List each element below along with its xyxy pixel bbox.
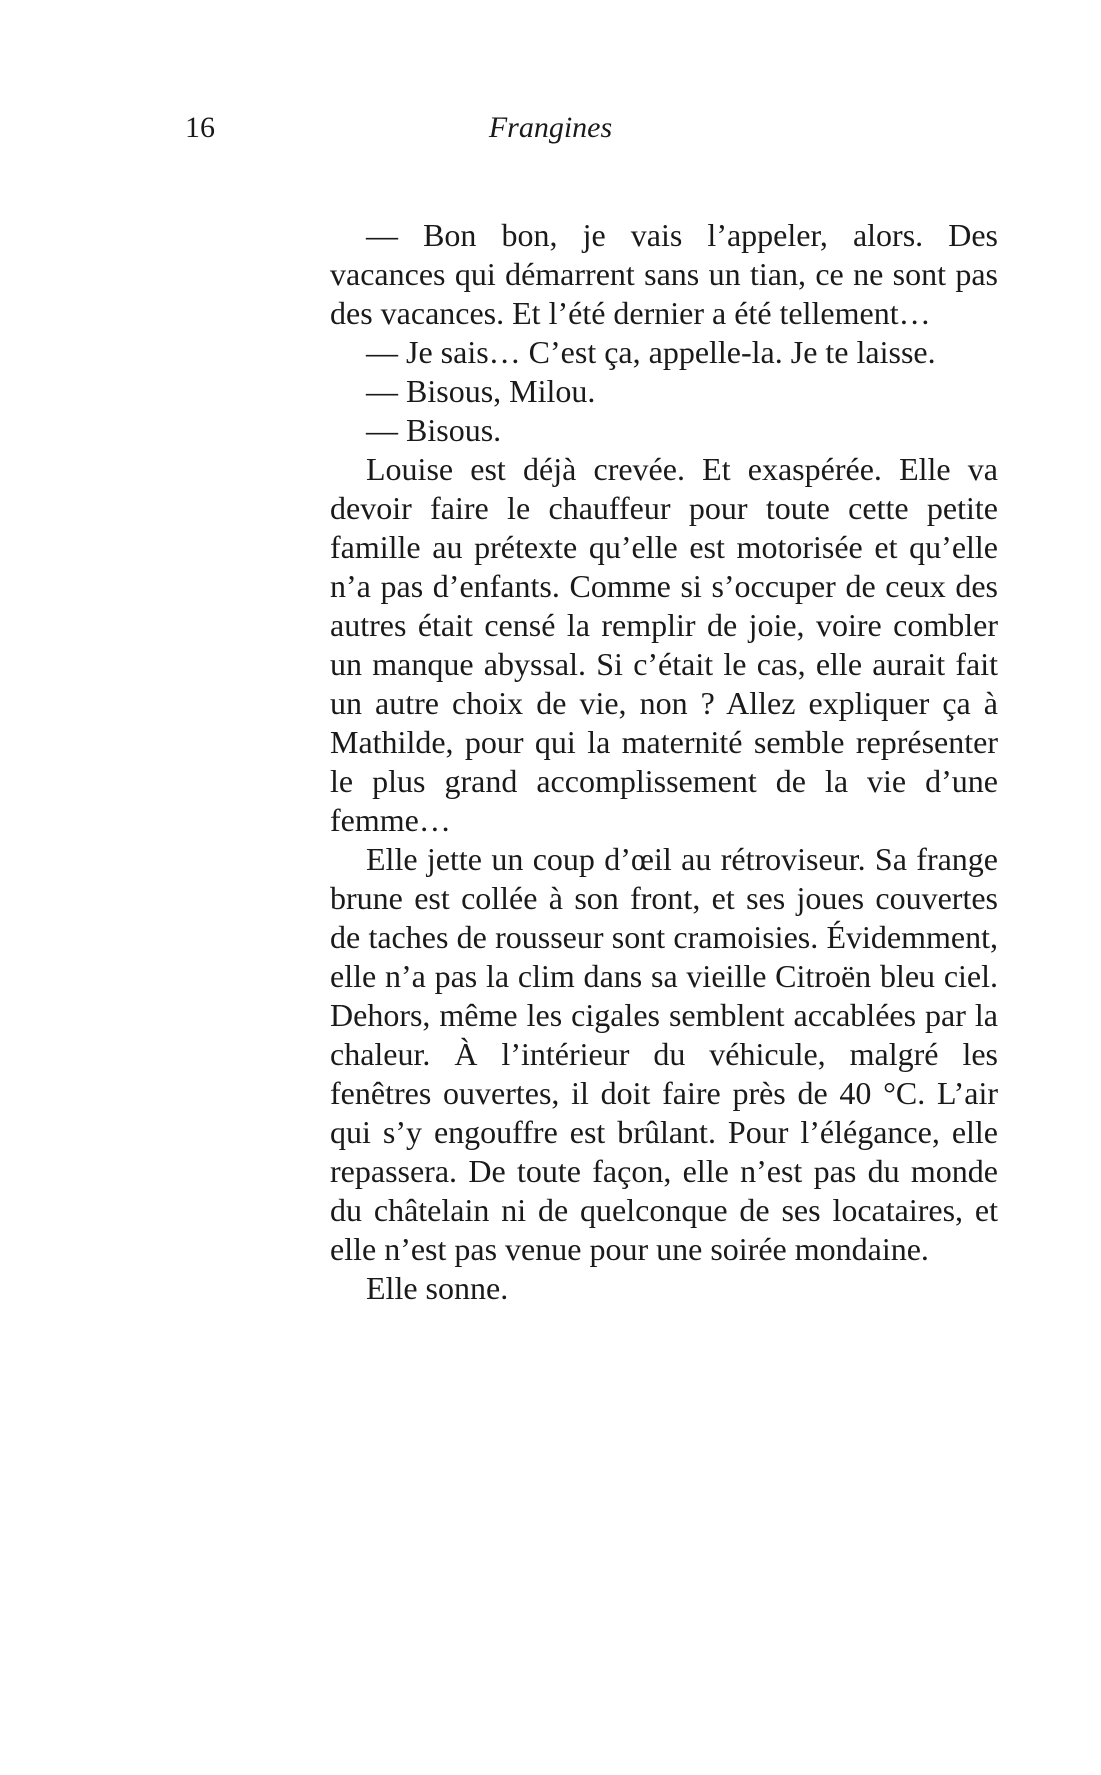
running-title: Frangines bbox=[488, 111, 613, 144]
paragraph: — Je sais… C’est ça, appelle-la. Je te laisse. bbox=[366, 334, 936, 370]
paragraph: Louise est déjà crevée. Et exaspérée. Elle va devoir faire le chauffeur pour toute cette petite famille au prétexte qu’elle est motorisée et qu’elle n’a pas d’enfants. Comme si s’occuper de ceux des autres était censé la remplir de joie, voire combler un manque abyssal. Si c’était le cas, elle aurait fait un autre choix de vie, non ? Allez expliquer ça à Mathilde, pour qui la maternité semble représenter le plus grand accomplissement de la vie d’une femme… bbox=[330, 451, 998, 838]
paragraph: Elle sonne. bbox=[366, 1270, 509, 1306]
paragraph: Elle jette un coup d’œil au rétroviseur. Sa frange brune est collée à son front, et ses joues couvertes de taches de rousseur sont cramoisies. Évidemment, elle n’a pas la clim dans sa vieille Citroën bleu ciel. Dehors, même les cigales semblent accablées par la chaleur. À l’intérieur du véhicule, malgré les fenêtres ouvertes, il doit faire près de 40 °C. L’air qui s’y engouffre est brûlant. Pour l’élégance, elle repassera. De toute façon, elle n’est pas du monde du châtelain ni de quelconque de ses locataires, et elle n’est pas venue pour une soirée mondaine. bbox=[330, 841, 998, 1267]
body-text bbox=[330, 216, 998, 1308]
page-number: 16 bbox=[185, 111, 215, 144]
paragraph: — Bisous. bbox=[366, 412, 502, 448]
paragraph: — Bisous, Milou. bbox=[366, 373, 596, 409]
paragraph: — Bon bon, je vais l’appeler, alors. Des vacances qui démarrent sans un tian, ce ne sont pas des vacances. Et l’été dernier a été tellement… bbox=[330, 217, 998, 331]
